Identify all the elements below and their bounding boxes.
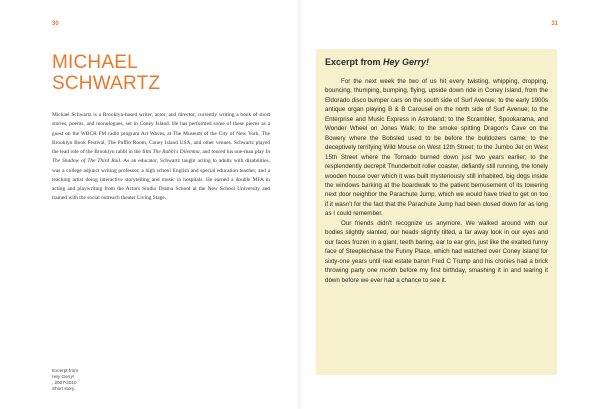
excerpt-box (316, 49, 557, 375)
bio-film-title: The Rabbi's Dilemma (152, 149, 200, 155)
bio-play-title: In The Shadow of The Third Rail (52, 149, 271, 165)
page-number-left: 30 (52, 21, 59, 27)
page-number-right: 31 (551, 21, 558, 27)
author-bio (52, 111, 270, 204)
excerpt-title-prefix: Excerpt from (325, 57, 384, 67)
page-gutter (298, 0, 302, 409)
excerpt-title (325, 57, 548, 68)
author-last-name: SCHWARTZ (52, 73, 161, 94)
bio-text-2: , and toured his one-man play (199, 149, 266, 155)
excerpt-paragraph-1: For the next week the two of us hit every twisting, whipping, dropping, bouncing, thumping, bumping, flying, upside down ride in Coney Island, from the Eldorado disco bumper cars on the south side of Surf Avenue; to the early 1900s antique organ playing B & B Carousel on the north side of Surf Avenue; to the Enterprise and Music Express in Astroland; to the Scrambler, Spookarama, and Wonder Wheel on Jones Walk; to the smoke spitting Dragon's Cave on the Bowery where the Bobsled used to be before the bulldozers came; to the deceptively terrifying Wild Mouse on West 12th Street; to the Jumbo Jet on West 15th Street where the Tornado burned down just two years earlier; to the resplendently decrepit Thunderbolt roller coaster, defiantly still running, the lonely wooden house over which it was built mysteriously still inhabited, big dogs inside the windows barking at the boardwalk to the patient bemusement of its towering next door neighbor the Parachute Jump, which we would have tried to get on too if it wasn't for the fact that the Parachute Jump had been closed down for as long as I could remember. (325, 78, 548, 218)
author-first-name: MICHAEL (52, 52, 138, 73)
excerpt-title-work: Hey Gerry! (383, 57, 430, 67)
author-name-heading (52, 52, 272, 94)
source-footnote (52, 368, 252, 392)
footnote-title: Hey Gerry! (52, 374, 75, 379)
footnote-line-1 (52, 368, 252, 386)
bio-text-3: . As an educator, Schwartz taught acting to adults with disabilities, was a college adjunct writing professor, a high school English and special education teacher, and a teaching artist doing interactive storytelling and music in hospitals. He earned a double MFA in acting and playwriting from the Actors Studio Drama School at the New School University and trained with the social outreach theater Living Stage. (52, 158, 270, 202)
excerpt-paragraph-2: Our friends didn't recognize us anymore. We walked around with our bodies slightly slanted, our heads slightly tilted, a far away look in our eyes and our faces frozen in a giant, teeth baring, ear to ear grin, just like the exalted funny face of Steeplechase the Funny Place, which had watched over Coney Island for sixty-one years until real estate baron Fred C Trump and his cronies had a brick throwing party one month before my first birthday, smashing it in and tearing it down before we ever had a chance to see it. (325, 219, 548, 284)
footnote-line-2: Short story. (52, 386, 76, 391)
footnote-years: , 2007-2010 (52, 380, 77, 385)
footnote-prefix: Excerpt from (52, 368, 79, 373)
bio-text-1: Michael Schwartz is a Brooklyn-based writer, actor, and director, currently writing a book of short stories, poems, and monologues, set in Coney Island. He has performed some of these pieces as a guest on the WBCR FM radio program Art Waves, at The Museum of the City of New York, The Brooklyn Book Festival, The Puffin Room, Coney Island USA, and other venues. Schwartz played the lead role of the Brooklyn rabbi in the film (52, 112, 270, 155)
